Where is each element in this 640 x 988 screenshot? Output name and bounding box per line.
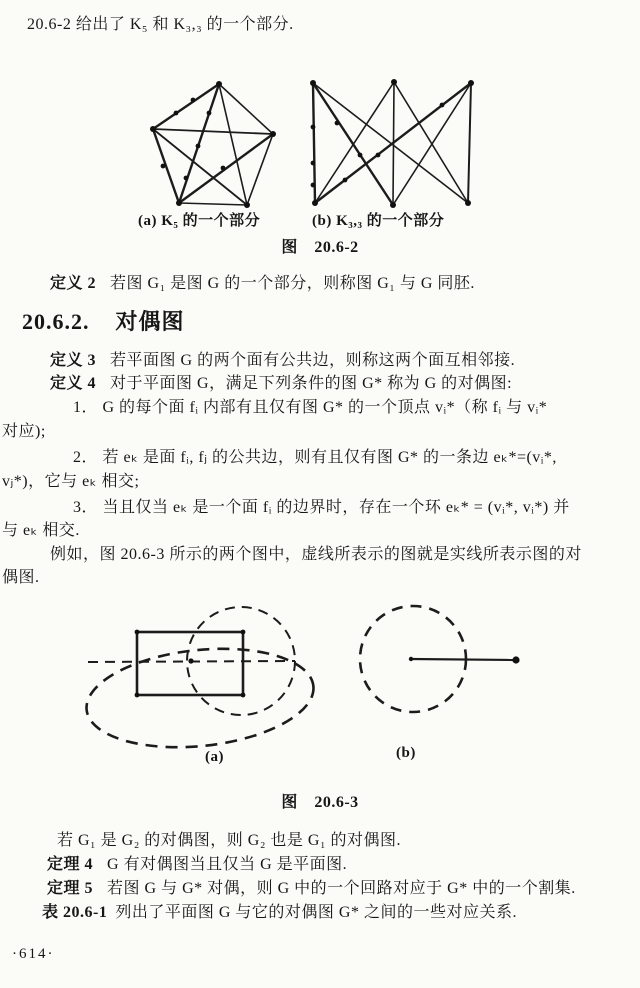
fig263-caption: 图 20.6-3 (281, 794, 359, 811)
example-line-2: 偶图. (2, 569, 40, 586)
theorem-4-text: G 有对偶图当且仅当 G 是平面图. (107, 856, 348, 873)
theorem-5-label: 定理 5 (47, 880, 94, 897)
figure-20-6-3 (75, 595, 535, 770)
dual-inner-vertex (188, 658, 193, 663)
condition-3-line-2: 与 eₖ 相交. (2, 522, 80, 539)
section-number: 20.6.2. (22, 309, 90, 334)
condition-1-line-1: 1． G 的每个面 fᵢ 内部有且仅有图 G* 的一个顶点 vᵢ*（称 fᵢ 与 vᵢ* (73, 399, 548, 416)
condition-3-line-1: 3． 当且仅当 eₖ 是一个面 fᵢ 的边界时，存在一个环 eₖ* = (vᵢ*, vᵢ*) 并 (73, 499, 570, 516)
intro-paragraph: 20.6-2 给出了 K₅ 和 K₃,₃ 的一个部分. (27, 16, 294, 33)
condition-2-line-1: 2． 若 eₖ 是面 fᵢ, fⱼ 的公共边，则有且仅有图 G* 的一条边 eₖ*=(vᵢ*, (73, 449, 557, 466)
k5-vertex (270, 131, 276, 137)
k5-subdivision-dots (161, 98, 226, 181)
condition-1-line-2: 对应); (2, 423, 46, 440)
k5-vertex (176, 200, 182, 206)
theorem-4-label: 定理 4 (47, 856, 94, 873)
k5-vertex (216, 81, 222, 87)
definition-3 (50, 352, 515, 370)
k5-vertex (244, 202, 250, 208)
fig262-caption-b: (b) K₃,₃ 的一个部分 (312, 213, 445, 229)
table-reference (42, 904, 517, 922)
table-reference-text: 列出了平面图 G 与它的对偶图 G* 之间的一些对应关系. (115, 904, 517, 921)
definition-2-text: 若图 G₁ 是图 G 的一个部分，则称图 G₁ 与 G 同胚. (110, 275, 475, 292)
fig263-label-a: (a) (205, 749, 224, 765)
definition-4-label: 定义 4 (50, 375, 97, 392)
definition-2 (50, 275, 475, 293)
k33-vertex (390, 202, 396, 208)
dual-symmetry-paragraph: 若 G₁ 是 G₂ 的对偶图，则 G₂ 也是 G₁ 的对偶图. (57, 832, 402, 849)
k33-subdivision-dots (311, 103, 445, 188)
definition-4-text: 对于平面图 G，满足下列条件的图 G* 称为 G 的对偶图: (110, 375, 513, 392)
primal-vertex (409, 657, 413, 661)
table-reference-label: 表 20.6-1 (42, 904, 108, 921)
page-number: ·614· (12, 946, 55, 962)
rect-corner-vertex (241, 693, 246, 698)
figure-20-6-2 (130, 60, 490, 215)
rect-corner-vertex (241, 630, 246, 635)
definition-3-text: 若平面图 G 的两个面有公共边，则称这两个面互相邻接. (110, 352, 516, 369)
fig263-a-drawing (82, 607, 319, 758)
rect-corner-vertex (135, 630, 140, 635)
dual-edge-ellipse (82, 638, 319, 757)
k33-vertex (312, 200, 318, 206)
k33-vertex (391, 79, 397, 85)
k33-vertex (310, 80, 316, 86)
fig263-label-b: (b) (396, 745, 416, 761)
definition-4 (50, 375, 512, 393)
condition-2-line-2: vⱼ*)，它与 eₖ 相交; (2, 473, 140, 490)
example-line-1: 例如，图 20.6-3 所示的两个图中，虚线所表示的图就是实线所表示图的对 (50, 546, 582, 563)
fig263-b-drawing (360, 606, 520, 712)
theorem-5 (47, 880, 576, 898)
k5-graph (150, 81, 276, 208)
theorem-4 (47, 856, 347, 874)
k33-vertex (468, 80, 474, 86)
fig262-caption: 图 20.6-2 (281, 239, 359, 256)
k5-vertex (150, 126, 156, 132)
definition-3-label: 定义 3 (50, 352, 97, 369)
primal-edge (411, 659, 516, 660)
section-heading (22, 305, 185, 336)
fig262-caption-a: (a) K₅ 的一个部分 (138, 213, 261, 229)
rect-corner-vertex (135, 693, 140, 698)
definition-2-label: 定义 2 (50, 275, 97, 292)
primal-vertex (512, 656, 519, 663)
theorem-5-text: 若图 G 与 G* 对偶，则 G 中的一个回路对应于 G* 中的一个割集. (107, 880, 576, 897)
k33-vertex (465, 200, 471, 206)
k33-graph (310, 79, 474, 208)
section-title: 对偶图 (115, 309, 185, 334)
